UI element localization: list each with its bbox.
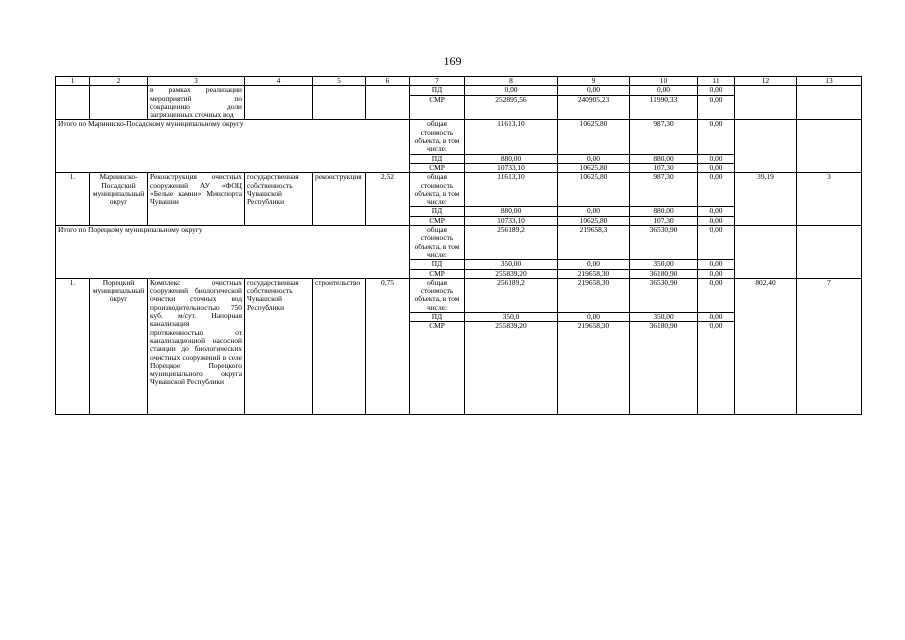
empty-cell	[735, 226, 797, 279]
header-cell: 12	[735, 77, 797, 86]
value-cell: 0,00	[558, 260, 630, 269]
district-name: Порецкий муниципальный округ	[90, 278, 148, 414]
cost-type: СМР	[410, 216, 465, 225]
table-row	[56, 86, 862, 96]
header-cell: 7	[410, 77, 465, 86]
value-cell: 0,00	[698, 226, 735, 260]
cost-type: общая стоимость объекта, в том числе:	[410, 278, 465, 312]
value-cell: 256189,2	[465, 226, 558, 260]
value-cell: 0,00	[558, 154, 630, 163]
work-type: строительство	[313, 278, 366, 414]
value-cell: 256189,2	[465, 278, 558, 312]
value-cell: 880,00	[465, 154, 558, 163]
value-cell: 219658,3	[558, 226, 630, 260]
cost-type: ПД	[410, 207, 465, 216]
investment-table	[55, 76, 862, 415]
value-cell: 240905,23	[558, 96, 630, 120]
value-cell: 10625,80	[558, 216, 630, 225]
table-row	[56, 173, 862, 207]
value-cell: 0,00	[698, 269, 735, 278]
cost-type: ПД	[410, 260, 465, 269]
header-cell: 10	[630, 77, 698, 86]
value-cell: 219658,30	[558, 278, 630, 312]
cost-type: общая стоимость объекта, в том числе:	[410, 226, 465, 260]
object-description: Реконструкция очистных сооружений АУ «ФОЦ «Белые камни» Минспорта Чувашии	[148, 173, 245, 226]
cost-type: общая стоимость объекта, в том числе:	[410, 120, 465, 154]
value-cell: 10733,10	[465, 163, 558, 172]
page-number: 169	[443, 54, 462, 68]
value-cell: 255839,20	[465, 322, 558, 415]
cost-type: СМР	[410, 269, 465, 278]
value-cell: 36180,90	[630, 322, 698, 415]
district-name: Мариинско-Посадский муниципальный округ	[90, 173, 148, 226]
empty-cell	[56, 86, 90, 120]
value-cell: 36530,90	[630, 278, 698, 312]
object-description: Комплекс очистных сооружений биологической очистки сточных вод производительностью 750 куб. м/сут. Напорная канализация протяженностью от канализационной насосной станции до биологических очистных сооружений в селе Порецкое Порецкого муниципального округа Чувашской Республики	[148, 278, 245, 414]
col13-value: 3	[797, 173, 862, 226]
value-cell: 350,00	[465, 260, 558, 269]
item-number: 1.	[56, 173, 90, 226]
value-cell: 0,00	[558, 86, 630, 96]
value-cell: 880,00	[630, 154, 698, 163]
work-type: реконструкция	[313, 173, 366, 226]
value-cell: 36180,90	[630, 269, 698, 278]
value-cell: 0,00	[698, 154, 735, 163]
value-cell: 0,00	[558, 313, 630, 322]
header-cell: 13	[797, 77, 862, 86]
col13-value: 7	[797, 278, 862, 414]
cost-type: СМР	[410, 96, 465, 120]
cost-type: СМР	[410, 163, 465, 172]
value-cell: 0,00	[465, 86, 558, 96]
empty-cell	[735, 120, 797, 173]
value-cell: 11990,33	[630, 96, 698, 120]
table-row	[56, 278, 862, 312]
header-cell: 11	[698, 77, 735, 86]
col12-value: 39,19	[735, 173, 797, 226]
empty-cell	[797, 86, 862, 120]
header-cell: 2	[90, 77, 148, 86]
value-cell: 11613,10	[465, 173, 558, 207]
header-cell: 4	[245, 77, 313, 86]
table-row	[56, 226, 862, 260]
value-cell: 10733,10	[465, 216, 558, 225]
value-cell: 0,00	[698, 120, 735, 154]
capacity-value: 2,52	[366, 173, 410, 226]
header-cell: 3	[148, 77, 245, 86]
value-cell: 107,30	[630, 216, 698, 225]
cost-type: ПД	[410, 154, 465, 163]
value-cell: 10625,80	[558, 163, 630, 172]
cost-type: ПД	[410, 313, 465, 322]
value-cell: 219658,30	[558, 269, 630, 278]
header-cell: 5	[313, 77, 366, 86]
value-cell: 255839,20	[465, 269, 558, 278]
empty-cell	[797, 226, 862, 279]
value-cell: 987,30	[630, 173, 698, 207]
value-cell: 0,00	[698, 216, 735, 225]
value-cell: 0,00	[698, 163, 735, 172]
value-cell: 350,00	[630, 260, 698, 269]
value-cell: 0,00	[698, 313, 735, 322]
value-cell: 880,00	[465, 207, 558, 216]
value-cell: 350,0	[465, 313, 558, 322]
header-cell: 9	[558, 77, 630, 86]
ownership-form: государственная собственность Чувашской Республики	[245, 173, 313, 226]
value-cell: 0,00	[630, 86, 698, 96]
header-cell: 6	[366, 77, 410, 86]
item-number: 1.	[56, 278, 90, 414]
empty-cell	[735, 86, 797, 120]
cost-type: ПД	[410, 86, 465, 96]
header-row	[56, 77, 862, 86]
value-cell: 0,00	[698, 96, 735, 120]
value-cell: 0,00	[698, 278, 735, 312]
object-description: в рамках реализации мероприятий по сокращению доли загрязненных сточных вод	[148, 86, 245, 120]
empty-cell	[797, 120, 862, 173]
value-cell: 11613,10	[465, 120, 558, 154]
value-cell: 0,00	[698, 260, 735, 269]
value-cell: 0,00	[698, 322, 735, 415]
value-cell: 219658,30	[558, 322, 630, 415]
empty-cell	[313, 86, 366, 120]
total-label: Итого по Порецкому муниципальному округу	[56, 226, 410, 279]
value-cell: 880,00	[630, 207, 698, 216]
value-cell: 987,30	[630, 120, 698, 154]
header-cell: 1	[56, 77, 90, 86]
col12-value: 802,40	[735, 278, 797, 414]
cost-type: СМР	[410, 322, 465, 415]
cost-type: общая стоимость объекта, в том числе:	[410, 173, 465, 207]
total-label: Итого по Мариинско-Посадскому муниципальному округу	[56, 120, 410, 173]
value-cell: 0,00	[558, 207, 630, 216]
empty-cell	[366, 86, 410, 120]
value-cell: 0,00	[698, 86, 735, 96]
value-cell: 0,00	[698, 173, 735, 207]
value-cell: 252895,56	[465, 96, 558, 120]
value-cell: 0,00	[698, 207, 735, 216]
value-cell: 36530,90	[630, 226, 698, 260]
empty-cell	[245, 86, 313, 120]
table-row	[56, 120, 862, 154]
capacity-value: 0,75	[366, 278, 410, 414]
empty-cell	[90, 86, 148, 120]
value-cell: 107,30	[630, 163, 698, 172]
value-cell: 10625,80	[558, 173, 630, 207]
header-cell: 8	[465, 77, 558, 86]
ownership-form: государственная собственность Чувашской Республики	[245, 278, 313, 414]
value-cell: 10625,80	[558, 120, 630, 154]
value-cell: 350,00	[630, 313, 698, 322]
